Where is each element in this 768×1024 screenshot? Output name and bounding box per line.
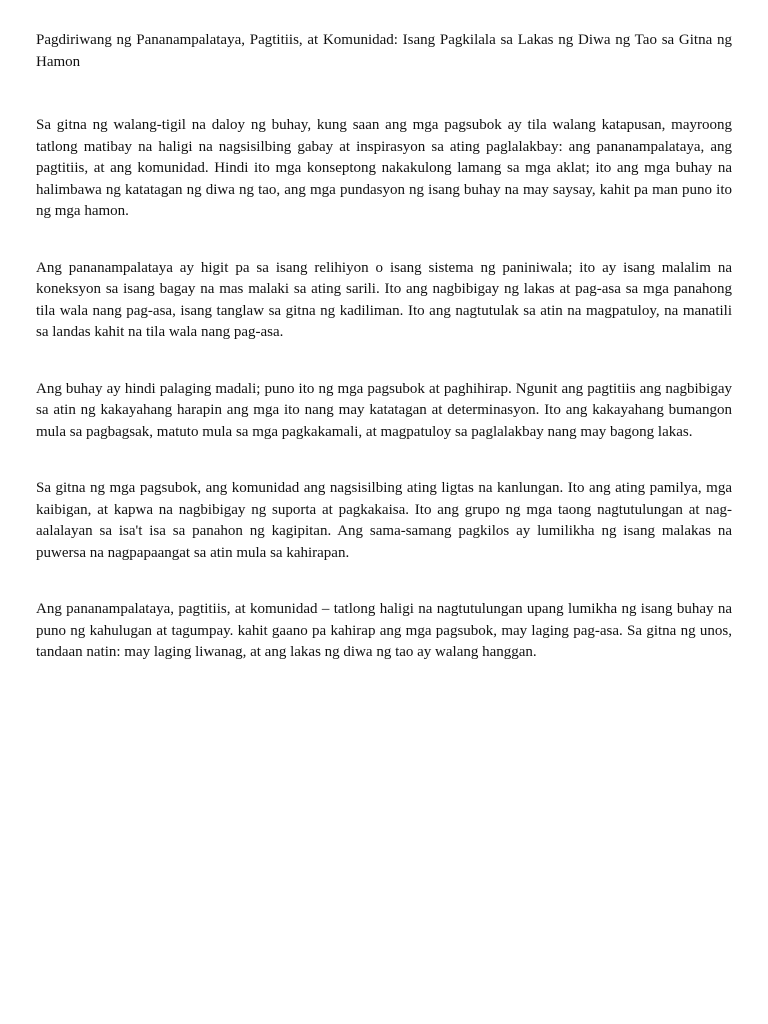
paragraph-5: Ang pananampalataya, pagtitiis, at komunidad – tatlong haligi na nagtutulungan upang lumikha ng isang buhay na puno ng kahulugan at tagumpay. kahit gaano pa kahirap ang mga pagsubok, may laging pag-asa. Sa gitna ng unos, tandaan natin: may laging liwanag, at ang lakas ng diwa ng tao ay walang hanggan. (36, 601, 732, 660)
document-title: Pagdiriwang ng Pananampalataya, Pagtitiis, at Komunidad: Isang Pagkilala sa Lakas ng Diwa ng Tao sa Gitna ng Hamon (36, 32, 732, 70)
paragraph-4: Sa gitna ng mga pagsubok, ang komunidad ang nagsisilbing ating ligtas na kanlungan. Ito ang ating pamilya, mga kaibigan, at kapwa na nagbibigay ng suporta at pagkakaisa. Ito ang grupo ng mga taong nagtutulungan at nag-aalalayan sa isa't isa sa panahon ng kagipitan. Ang sama-samang pagkilos ay lumilikha ng isang malakas na puwersa na nagpapaangat sa atin mula sa kahirapan. (36, 480, 732, 561)
paragraph-2: Ang pananampalataya ay higit pa sa isang relihiyon o isang sistema ng paniniwala; ito ay isang malalim na koneksyon sa isang bagay na mas malaki sa ating sarili. Ito ang nagbibigay ng lakas at pag-asa sa mga panahong tila wala nang pag-asa, isang tanglaw sa gitna ng kadiliman. Ito ang nagtutulak sa atin na magpatuloy, na manatili sa landas kahit na tila wala nang pag-asa. (36, 259, 732, 340)
paragraph-1: Sa gitna ng walang-tigil na daloy ng buhay, kung saan ang mga pagsubok ay tila walang katapusan, mayroong tatlong matibay na haligi na nagsisilbing gabay at inspirasyon sa ating paglalakbay: ang pananampalataya, ang pagtitiis, at ang komunidad. Hindi ito mga konseptong nakakulong lamang sa mga aklat; ito ang mga buhay na halimbawa ng katatagan ng diwa ng tao, ang mga pundasyon ng isang buhay na may saysay, kahit pa man puno ito ng mga hamon. (36, 117, 732, 219)
paragraph-3: Ang buhay ay hindi palaging madali; puno ito ng mga pagsubok at paghihirap. Ngunit ang pagtitiis ang nagbibigay sa atin ng kakayahang harapin ang mga ito nang may katatagan at determinasyon. Ito ang kakayahang bumangon mula sa pagbagsak, matuto mula sa mga pagkakamali, at magpatuloy sa paglalakbay nang may bagong lakas. (36, 380, 732, 440)
